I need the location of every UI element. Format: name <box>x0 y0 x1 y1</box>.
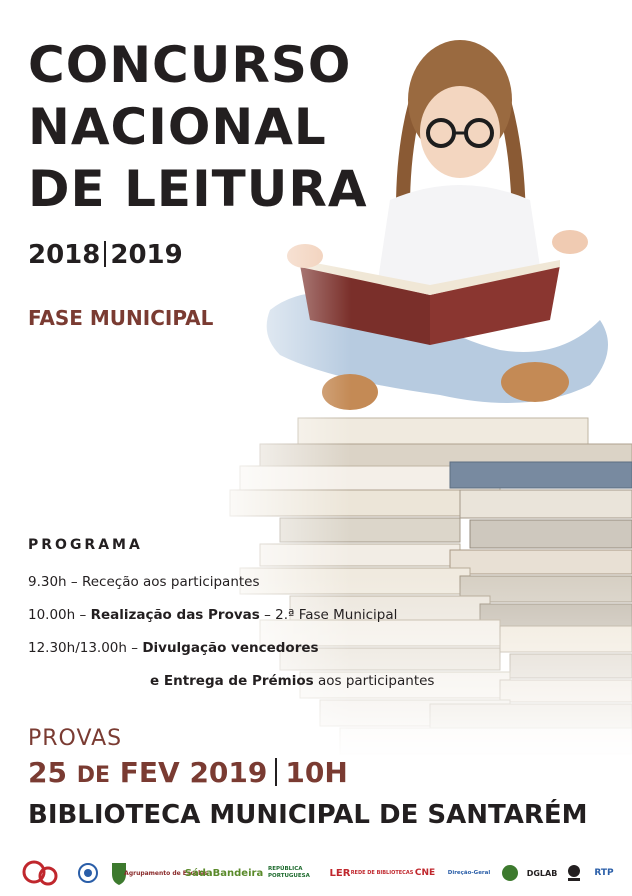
event-date <box>28 756 348 789</box>
programme-item <box>28 640 319 656</box>
programme-continuation <box>150 673 434 689</box>
programme-heading: PROGRAMA <box>28 537 143 553</box>
education-logo <box>498 858 522 888</box>
ministry-logo <box>562 858 586 888</box>
event-month: FEV <box>119 756 180 789</box>
santarem-logo <box>20 858 60 888</box>
programme-text: aos participantes <box>313 673 435 689</box>
rtp-logo: RTP <box>594 868 614 878</box>
sponsor-logos <box>20 858 620 888</box>
programme-item <box>28 574 260 590</box>
title-line-2: NACIONAL <box>28 98 327 156</box>
programme-time: 9.30h <box>28 574 67 590</box>
dglab-direction-logo: Direção-Geral <box>447 870 491 876</box>
dglab-logo: DGLAB <box>526 868 558 878</box>
year-separator <box>104 241 106 267</box>
event-year: 2019 <box>189 756 268 789</box>
programme-bold-text: Divulgação vencedores <box>142 640 319 656</box>
event-de: DE <box>76 763 111 788</box>
programme-dash: – <box>66 574 82 590</box>
programme-bold-text: Realização das Provas <box>90 607 260 623</box>
programme-time: 10.00h <box>28 607 76 623</box>
date-separator <box>275 758 277 786</box>
programme-bold-text: e Entrega de Prémios <box>150 673 314 689</box>
edition-years <box>28 240 183 270</box>
programme-text: Receção aos participantes <box>81 574 260 590</box>
phase-label: FASE MUNICIPAL <box>28 306 214 330</box>
event-label: PROVAS <box>28 726 123 751</box>
year-start: 2018 <box>28 240 101 270</box>
event-venue: BIBLIOTECA MUNICIPAL DE SANTARÉM <box>28 800 588 830</box>
title-line-3: DE LEITURA <box>28 160 368 218</box>
programme-item <box>28 607 397 623</box>
title-line-1: CONCURSO <box>28 36 352 94</box>
programme-dash: – <box>126 640 143 656</box>
seal-logo <box>76 858 100 888</box>
cne-logo: CNE <box>414 868 436 878</box>
school-group-logo: Agrupamento de Escolas <box>124 869 208 877</box>
page-title <box>28 34 368 220</box>
rede-bibliotecas-logo: REDE DE BIBLIOTECAS <box>350 870 414 876</box>
programme-dash: – <box>75 607 91 623</box>
event-time: 10H <box>285 756 348 789</box>
programme-text: – 2.ª Fase Municipal <box>259 607 398 623</box>
ler-logo: LER <box>329 867 351 879</box>
programme-time: 12.30h/13.00h <box>28 640 127 656</box>
event-day: 25 <box>28 756 67 789</box>
sa-da-bandeira-logo: SádaBandeira <box>184 867 264 879</box>
year-end: 2019 <box>110 240 183 270</box>
republica-portuguesa-logo: REPÚBLICA PORTUGUESA <box>268 866 310 879</box>
